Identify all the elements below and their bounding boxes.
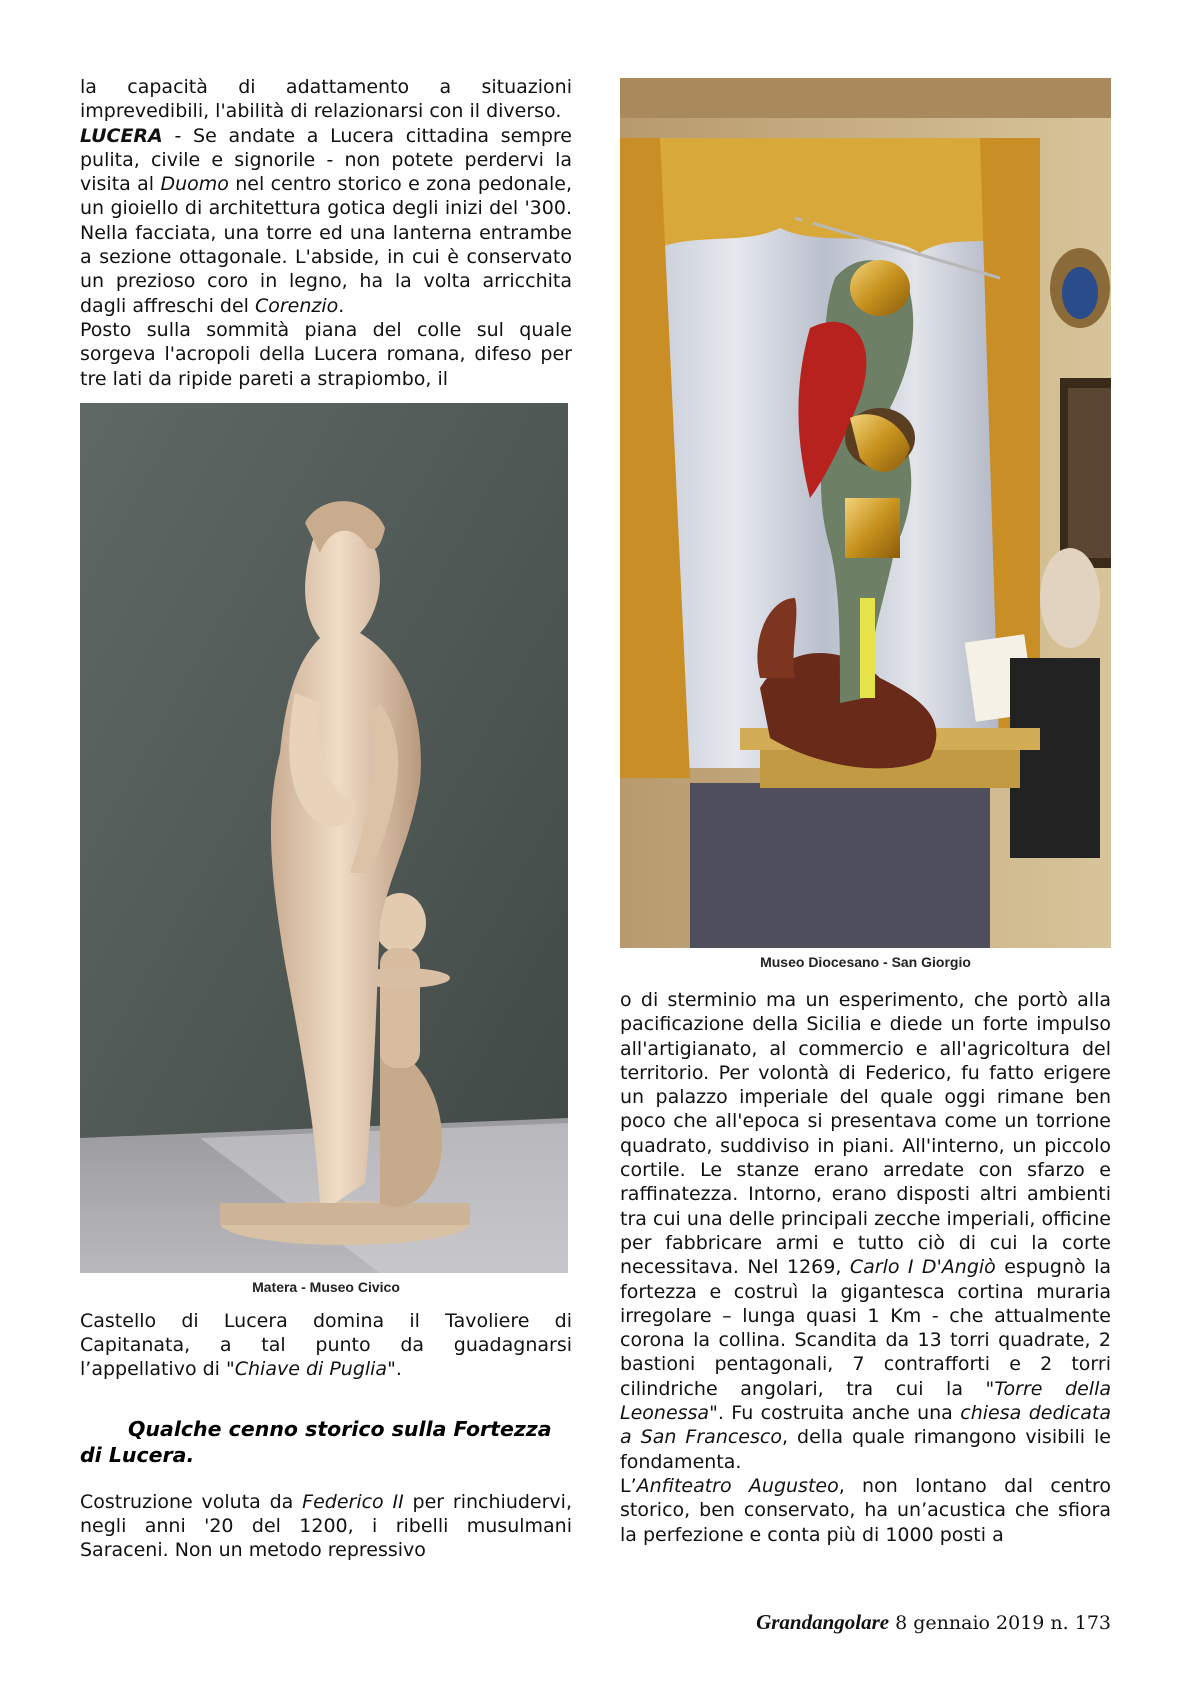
paragraph-acropoli: Posto sulla sommità piana del colle sul quale sorgeva l'acropoli della Lucera romana, difeso per tre lati da ripide pareti a strapiombo, il: [80, 318, 572, 390]
duomo-term: Duomo: [160, 173, 229, 196]
issue-info: 8 gennaio 2019 n. 173: [889, 1612, 1111, 1634]
san-giorgio-statue-image: [620, 78, 1111, 948]
text-span: - Se andate a Lucera cittadina sempre pulita, civile e signorile - non potete perdervi la visita al: [80, 124, 572, 196]
text-span: ".: [387, 1358, 402, 1381]
venus-photo: [80, 403, 568, 1273]
san-giorgio-photo: [620, 78, 1111, 948]
text-span: L’: [620, 1474, 637, 1497]
text-span: per rinchiudervi, negli anni '20 del 1200, i ribelli musulmani Saraceni. Non un metodo repressivo: [80, 1490, 572, 1562]
chiesa-term: chiesa dedicata a San Francesco: [620, 1402, 1111, 1449]
text-span: Costruzione voluta da: [80, 1490, 303, 1513]
federico-term: Federico II: [302, 1490, 404, 1513]
san-giorgio-caption: Museo Diocesano - San Giorgio: [760, 954, 971, 970]
text-span: , della quale rimangono visibili le fondamenta.: [620, 1426, 1111, 1473]
paragraph-lucera: [80, 124, 572, 318]
venus-statue-image: [80, 403, 568, 1273]
chiave-term: Chiave di Puglia: [234, 1358, 388, 1381]
lucera-heading: LUCERA: [80, 124, 163, 147]
text-span: ". Fu costruita anche una: [709, 1402, 961, 1425]
text-span: nel centro storico e zona pedonale, un gioiello di architettura gotica degli inizi del '300. Nella facciata, una torre ed una lanterna entrambe a sezione ottagonale. L'abside, in cui è conservato un prezioso coro in legno, ha la volta arricchita dagli affreschi del: [80, 173, 572, 317]
carlo-term: Carlo I D'Angiò: [849, 1256, 996, 1279]
text-span: espugnò la fortezza e costruì la gigantesca cortina muraria irregolare – lunga quasi 1 Km - che attualmente corona la collina. Scandita da 13 torri quadrate, 2 bastioni pentagonali, 7 contrafforti e 2 torri cilindriche angolari, tra cui la ": [620, 1256, 1112, 1400]
paragraph-castello: [80, 1309, 572, 1382]
text-span: .: [338, 294, 345, 317]
right-column: [620, 78, 1111, 1547]
anfiteatro-term: Anfiteatro Augusteo: [636, 1474, 839, 1497]
paragraph-intro: la capacità di adattamento a situazioni imprevedibili, l'abilità di relazionarsi con il diverso.: [80, 76, 572, 123]
text-span: o di sterminio ma un esperimento, che portò alla pacificazione della Sicilia e diede un forte impulso all'artigianato, al commercio e all'agricoltura del territorio. Per volontà di Federico, fu fatto erigere un palazzo imperiale del quale oggi rimane ben poco che all'epoca si presentava come un torrione quadrato, suddiviso in piani. All'interno, un piccolo cortile. Le stanze erano arredate con sfarzo e raffinatezza. Intorno, erano disposti altri ambienti tra cui una delle principali zecche imperiali, officine per fabbricare armi e tutto ciò di cui la corte necessitava. Nel 1269,: [620, 989, 1111, 1279]
text-span: Castello di Lucera domina il Tavoliere di Capitanata, a tal punto da guadagnarsi l’appellativo di ": [80, 1309, 572, 1381]
left-column: [80, 75, 572, 1563]
torre-term: Torre della Leonessa: [620, 1377, 1112, 1425]
paragraph-anfiteatro: [620, 1474, 1111, 1547]
text-span: , non lontano dal centro storico, ben conservato, ha un’acustica che sfiora la perfezione e conta più di 1000 posti a: [620, 1474, 1111, 1546]
section-subheading: Qualche cenno storico sulla Fortezza di Lucera.: [80, 1416, 552, 1467]
paragraph-costruzione: [80, 1490, 572, 1563]
corenzio-term: Corenzio: [254, 294, 339, 317]
venus-caption: Matera - Museo Civico: [252, 1278, 400, 1295]
paragraph-sterminio: [620, 988, 1111, 1474]
magazine-name: Grandangolare: [756, 1610, 890, 1634]
page-footer: [756, 1610, 1111, 1635]
